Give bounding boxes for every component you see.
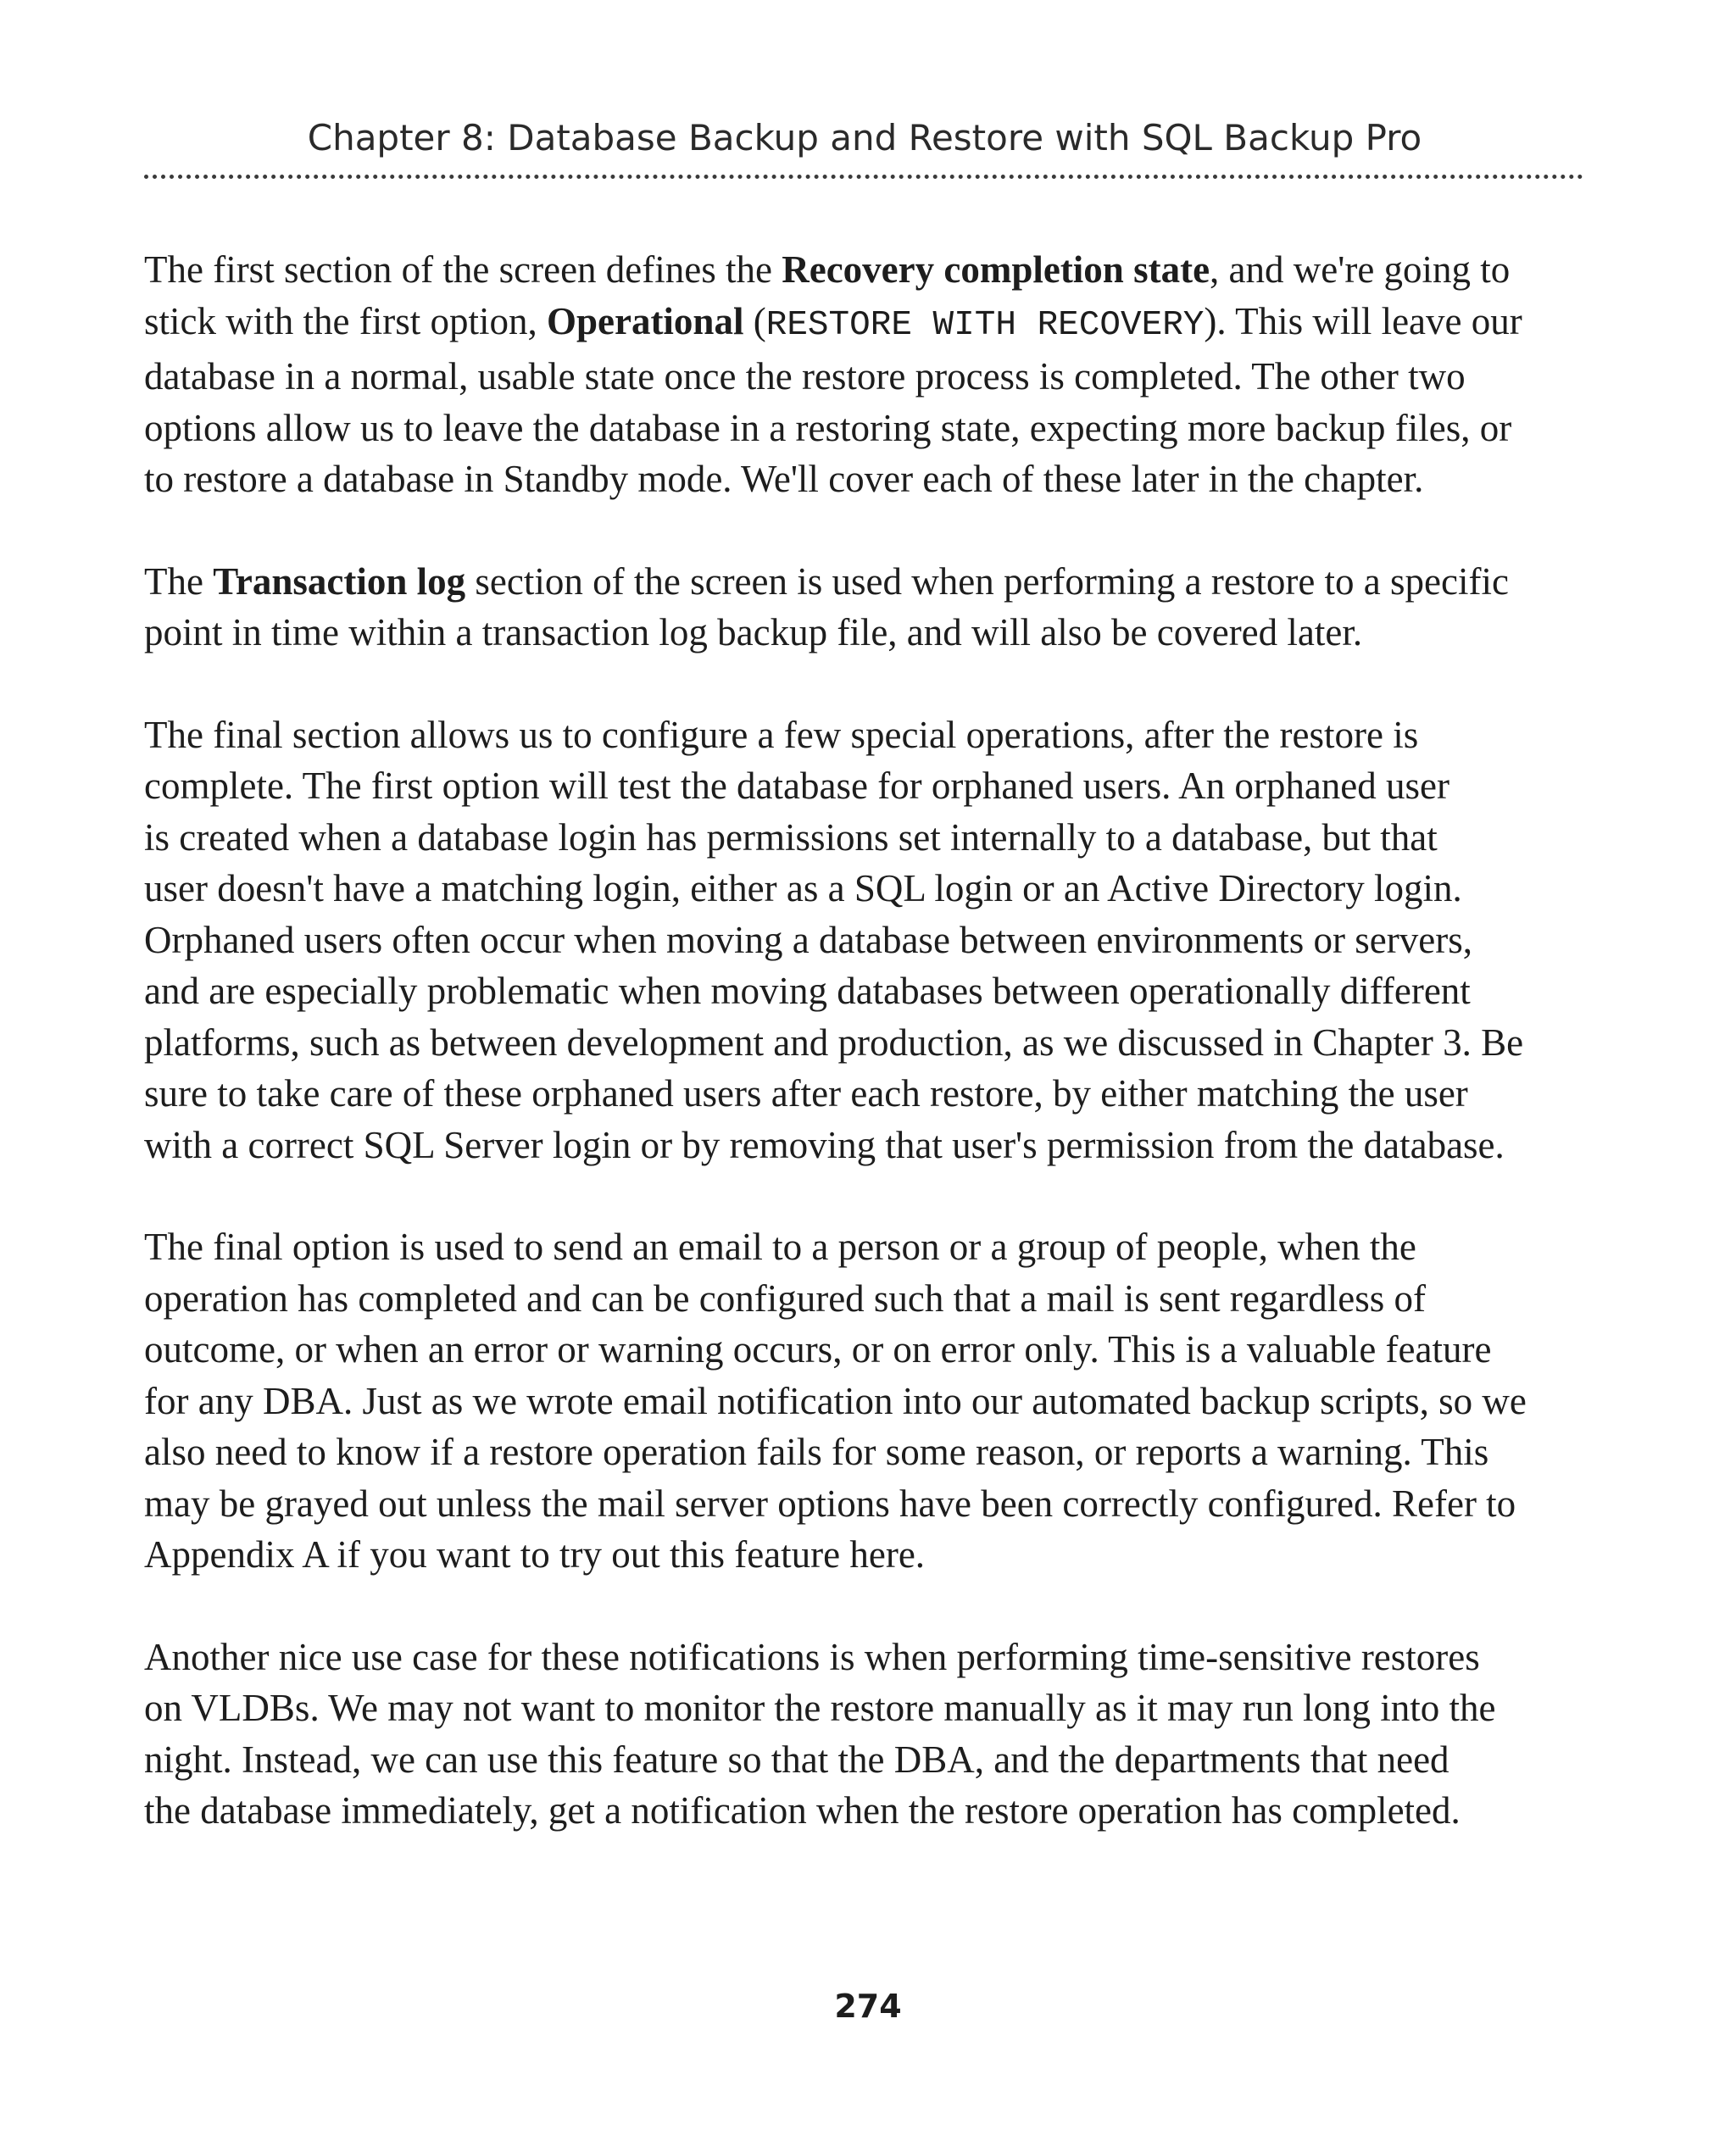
text-line: outcome, or when an error or warning occurs, or on error only. This is a valuable feature	[144, 1328, 1492, 1371]
text-line: to restore a database in Standby mode. We'll cover each of these later in the chapter.	[144, 458, 1424, 500]
text-line: operation has completed and can be configured such that a mail is sent regardless of	[144, 1276, 1426, 1320]
text-line: database in a normal, usable state once the restore process is completed. The other two	[144, 355, 1466, 398]
text-line: night. Instead, we can use this feature so that the DBA, and the departments that need	[144, 1738, 1449, 1781]
paragraph-orphaned-users	[144, 709, 1602, 1171]
term-transaction-log: Transaction log	[213, 559, 466, 603]
text-line: the database immediately, get a notification when the restore operation has completed.	[144, 1789, 1461, 1832]
paragraph-recovery-state	[144, 244, 1602, 505]
text-line: The Transaction log section of the screen is used when performing a restore to a specific	[144, 559, 1509, 603]
text-line: Orphaned users often occur when moving a database between environments or servers,	[144, 918, 1472, 961]
term-operational: Operational	[546, 299, 744, 342]
text-line: with a correct SQL Server login or by removing that user's permission from the database.	[144, 1123, 1505, 1166]
text-line: is created when a database login has permissions set internally to a database, but that	[144, 815, 1438, 859]
text-line: The final option is used to send an email to a person or a group of people, when the	[144, 1226, 1416, 1268]
code-restore-with-recovery: RESTORE WITH RECOVERY	[765, 305, 1205, 345]
text-line: options allow us to leave the database in a restoring state, expecting more backup files, or	[144, 406, 1512, 449]
paragraph-email-option	[144, 1221, 1602, 1581]
paragraph-transaction-log	[144, 556, 1602, 659]
paragraph-notifications-use-case	[144, 1632, 1602, 1837]
text-line: The final section allows us to configure a few special operations, after the restore is	[144, 713, 1419, 756]
text-line: platforms, such as between development and production, as we discussed in Chapter 3. Be	[144, 1020, 1524, 1064]
text-line: point in time within a transaction log backup file, and will also be covered later.	[144, 611, 1363, 653]
text-line: may be grayed out unless the mail server options have been correctly configured. Refer to	[144, 1482, 1516, 1525]
term-recovery-completion-state: Recovery completion state	[782, 248, 1210, 291]
text-line: and are especially problematic when moving databases between operationally different	[144, 970, 1471, 1012]
text-line: also need to know if a restore operation fails for some reason, or reports a warning. This	[144, 1431, 1489, 1473]
page-number: 274	[834, 1988, 902, 2025]
text-line: Appendix A if you want to try out this feature here.	[144, 1533, 926, 1576]
text-line: on VLDBs. We may not want to monitor the restore manually as it may run long into the	[144, 1687, 1496, 1729]
header-dotted-rule	[144, 175, 1583, 179]
text-line: for any DBA. Just as we wrote email notification into our automated backup scripts, so we	[144, 1379, 1527, 1422]
text-line: Another nice use case for these notifications is when performing time-sensitive restores	[144, 1635, 1480, 1678]
text-line: user doesn't have a matching login, either as a SQL login or an Active Directory login.	[144, 867, 1462, 909]
text-line: complete. The first option will test the database for orphaned users. An orphaned user	[144, 765, 1449, 807]
text-line: stick with the first option, Operational (RESTORE WITH RECOVERY). This will leave our	[144, 299, 1522, 345]
body-text	[144, 244, 1602, 1888]
running-head-title: Chapter 8: Database Backup and Restore with SQL Backup Pro	[307, 117, 1422, 158]
text-line: sure to take care of these orphaned users after each restore, by either matching the user	[144, 1072, 1468, 1115]
text-line: The first section of the screen defines the Recovery completion state, and we're going to	[144, 248, 1511, 291]
